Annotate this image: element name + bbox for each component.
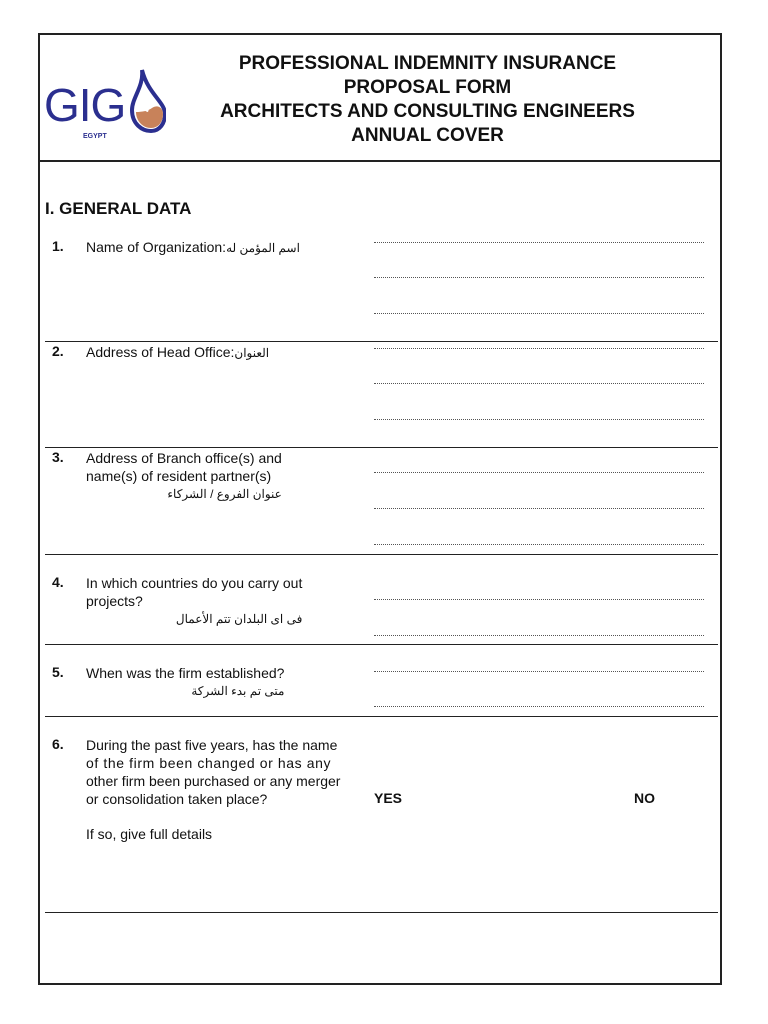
question-1-number: 1. bbox=[52, 238, 64, 254]
row-divider-1 bbox=[45, 341, 718, 342]
question-6-label bbox=[86, 736, 362, 808]
answer-line-2a[interactable] bbox=[374, 347, 704, 349]
question-3-line-1: Address of Branch office(s) and bbox=[86, 450, 282, 466]
question-4-label bbox=[86, 574, 302, 628]
title-line-1: PROFESSIONAL INDEMNITY INSURANCE bbox=[238, 53, 617, 74]
question-3-line-2: name(s) of resident partner(s) bbox=[86, 468, 272, 484]
question-4-line-1: In which countries do you carry out bbox=[86, 575, 303, 591]
gig-logo bbox=[44, 78, 184, 148]
answer-line-5a[interactable] bbox=[374, 670, 704, 672]
answer-line-2b[interactable] bbox=[374, 382, 704, 384]
row-divider-6 bbox=[45, 912, 718, 913]
yes-option[interactable]: YES bbox=[374, 790, 403, 806]
title-line-2: PROPOSAL FORM bbox=[343, 77, 512, 98]
answer-line-3c[interactable] bbox=[374, 543, 704, 545]
question-2-arabic: العنوان bbox=[234, 346, 270, 360]
answer-line-4a[interactable] bbox=[374, 598, 704, 600]
row-divider-5 bbox=[45, 716, 718, 717]
title-line-3: ARCHITECTS AND CONSULTING ENGINEERS bbox=[220, 101, 635, 122]
answer-line-4b[interactable] bbox=[374, 634, 704, 636]
question-5-line-1: When was the firm established? bbox=[86, 665, 285, 681]
question-6-details: If so, give full details bbox=[86, 826, 213, 842]
row-divider-4 bbox=[45, 644, 718, 645]
question-1-text: Name of Organization: bbox=[86, 239, 227, 255]
question-2-number: 2. bbox=[52, 343, 64, 359]
answer-line-3b[interactable] bbox=[374, 507, 704, 509]
question-1-label bbox=[86, 238, 300, 257]
row-divider-3 bbox=[45, 554, 718, 555]
row-divider-2 bbox=[45, 447, 718, 448]
question-6-line-1: During the past five years, has the name bbox=[86, 737, 338, 753]
question-2-text: Address of Head Office: bbox=[86, 344, 235, 360]
header-divider bbox=[40, 160, 720, 162]
question-3-label bbox=[86, 449, 282, 503]
answer-line-1a[interactable] bbox=[374, 241, 704, 243]
answer-line-3a[interactable] bbox=[374, 471, 704, 473]
answer-line-2c[interactable] bbox=[374, 418, 704, 420]
question-3-number: 3. bbox=[52, 449, 64, 465]
answer-line-5b[interactable] bbox=[374, 705, 704, 707]
question-4-arabic: فى اى البلدان تتم الأعمال bbox=[175, 612, 303, 626]
section-title: I. GENERAL DATA bbox=[45, 199, 192, 218]
question-5-number: 5. bbox=[52, 664, 64, 680]
question-6-line-4: or consolidation taken place? bbox=[86, 791, 268, 807]
answer-line-1c[interactable] bbox=[374, 312, 704, 314]
title-line-4: ANNUAL COVER bbox=[351, 125, 504, 146]
droplet-icon bbox=[130, 68, 166, 134]
question-2-label bbox=[86, 343, 269, 362]
question-4-line-2: projects? bbox=[86, 593, 143, 609]
answer-line-1b[interactable] bbox=[374, 276, 704, 278]
question-3-arabic: عنوان الفروع / الشركاء bbox=[167, 487, 282, 501]
question-1-arabic: اسم المؤمن له bbox=[226, 241, 300, 255]
question-4-number: 4. bbox=[52, 574, 64, 590]
logo-text: GIG bbox=[44, 79, 126, 131]
question-6-line-3: other firm been purchased or any merger bbox=[86, 773, 341, 789]
form-title bbox=[190, 52, 665, 148]
question-5-arabic: متى تم بدء الشركة bbox=[191, 684, 285, 698]
no-option[interactable]: NO bbox=[634, 790, 655, 806]
question-6-number: 6. bbox=[52, 736, 64, 752]
question-5-label bbox=[86, 664, 284, 700]
logo-subtext: EGYPT bbox=[83, 133, 107, 140]
question-6-line-2: of the firm been changed or has any bbox=[86, 755, 332, 771]
